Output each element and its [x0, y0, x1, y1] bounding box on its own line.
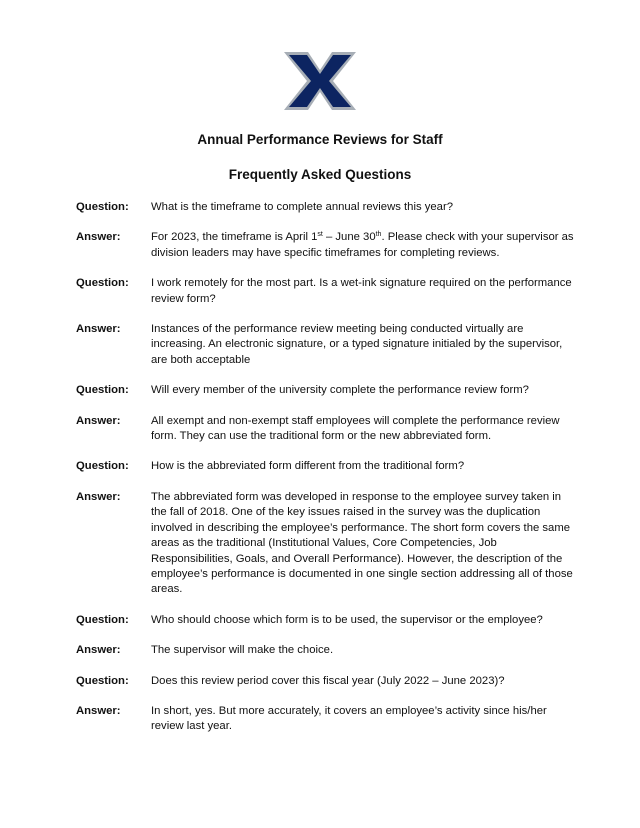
question-label: Question:: [76, 460, 129, 473]
xavier-x-logo-icon: [284, 52, 356, 110]
question-label: Question:: [76, 384, 129, 397]
question-text: Does this review period cover this fiscal year (July 2022 – June 2023)?: [151, 674, 505, 687]
question-text: Who should choose which form is to be used, the supervisor or the employee?: [151, 613, 543, 626]
answer-text: The supervisor will make the choice.: [151, 644, 334, 657]
faq-answer-1: [76, 230, 576, 261]
question-label: Question:: [76, 201, 129, 213]
question-text: Will every member of the university complete the performance review form?: [151, 384, 529, 397]
answer-text: For 2023, the timeframe is April 1st – June 30th. Please check with your supervisor as division leaders may have specific timeframes for completing reviews.: [151, 231, 574, 259]
faq-question-1: [76, 200, 576, 215]
question-text: How is the abbreviated form different from the traditional form?: [151, 460, 465, 473]
answer-text: Instances of the performance review meeting being conducted virtually are increasing. An electronic signature, or a typed signature initialed by the supervisor, are both acceptable: [151, 323, 563, 366]
answer-label: Answer:: [76, 704, 121, 717]
question-label: Question:: [76, 277, 129, 290]
answer-label: Answer:: [76, 644, 121, 657]
answer-label: Answer:: [76, 231, 121, 244]
page-subtitle: Frequently Asked Questions: [228, 167, 412, 182]
answer-label: Answer:: [76, 323, 121, 336]
question-label: Question:: [76, 674, 129, 687]
faq-answer-4: [76, 490, 576, 598]
answer-text: All exempt and non-exempt staff employees will complete the performance review form. They can use the traditional form or the new abbreviated form.: [151, 414, 560, 443]
faq-answer-6: [76, 704, 576, 735]
faq-answer-2: [76, 322, 576, 368]
answer-label: Answer:: [76, 490, 121, 503]
faq-question-4: [76, 459, 576, 474]
question-text: What is the timeframe to complete annual reviews this year?: [151, 201, 454, 213]
faq-answer-3: [76, 414, 576, 445]
faq-question-2: [76, 276, 576, 307]
faq-question-6: [76, 674, 576, 689]
answer-label: Answer:: [76, 414, 121, 427]
answer-text: In short, yes. But more accurately, it covers an employee’s activity since his/her review last year.: [151, 704, 547, 733]
question-text: I work remotely for the most part. Is a wet-ink signature required on the performance review form?: [151, 277, 572, 305]
question-label: Question:: [76, 613, 129, 626]
page-title: Annual Performance Reviews for Staff: [197, 132, 443, 147]
answer-text: The abbreviated form was developed in response to the employee survey taken in the fall of 2018. One of the key issues raised in the survey was the duplication involved in describing the employee’s performance. The short form covers the same areas as the traditional (Institutional Values, Core Competencies, Job Responsibilities, Goals, and Overall Performance). However, the description of the employee’s performance is documented in one single section addressing all of those areas.: [151, 490, 573, 596]
faq-question-3: [76, 383, 576, 398]
faq-list: [76, 200, 576, 750]
faq-question-5: [76, 613, 576, 628]
faq-answer-5: [76, 643, 576, 658]
